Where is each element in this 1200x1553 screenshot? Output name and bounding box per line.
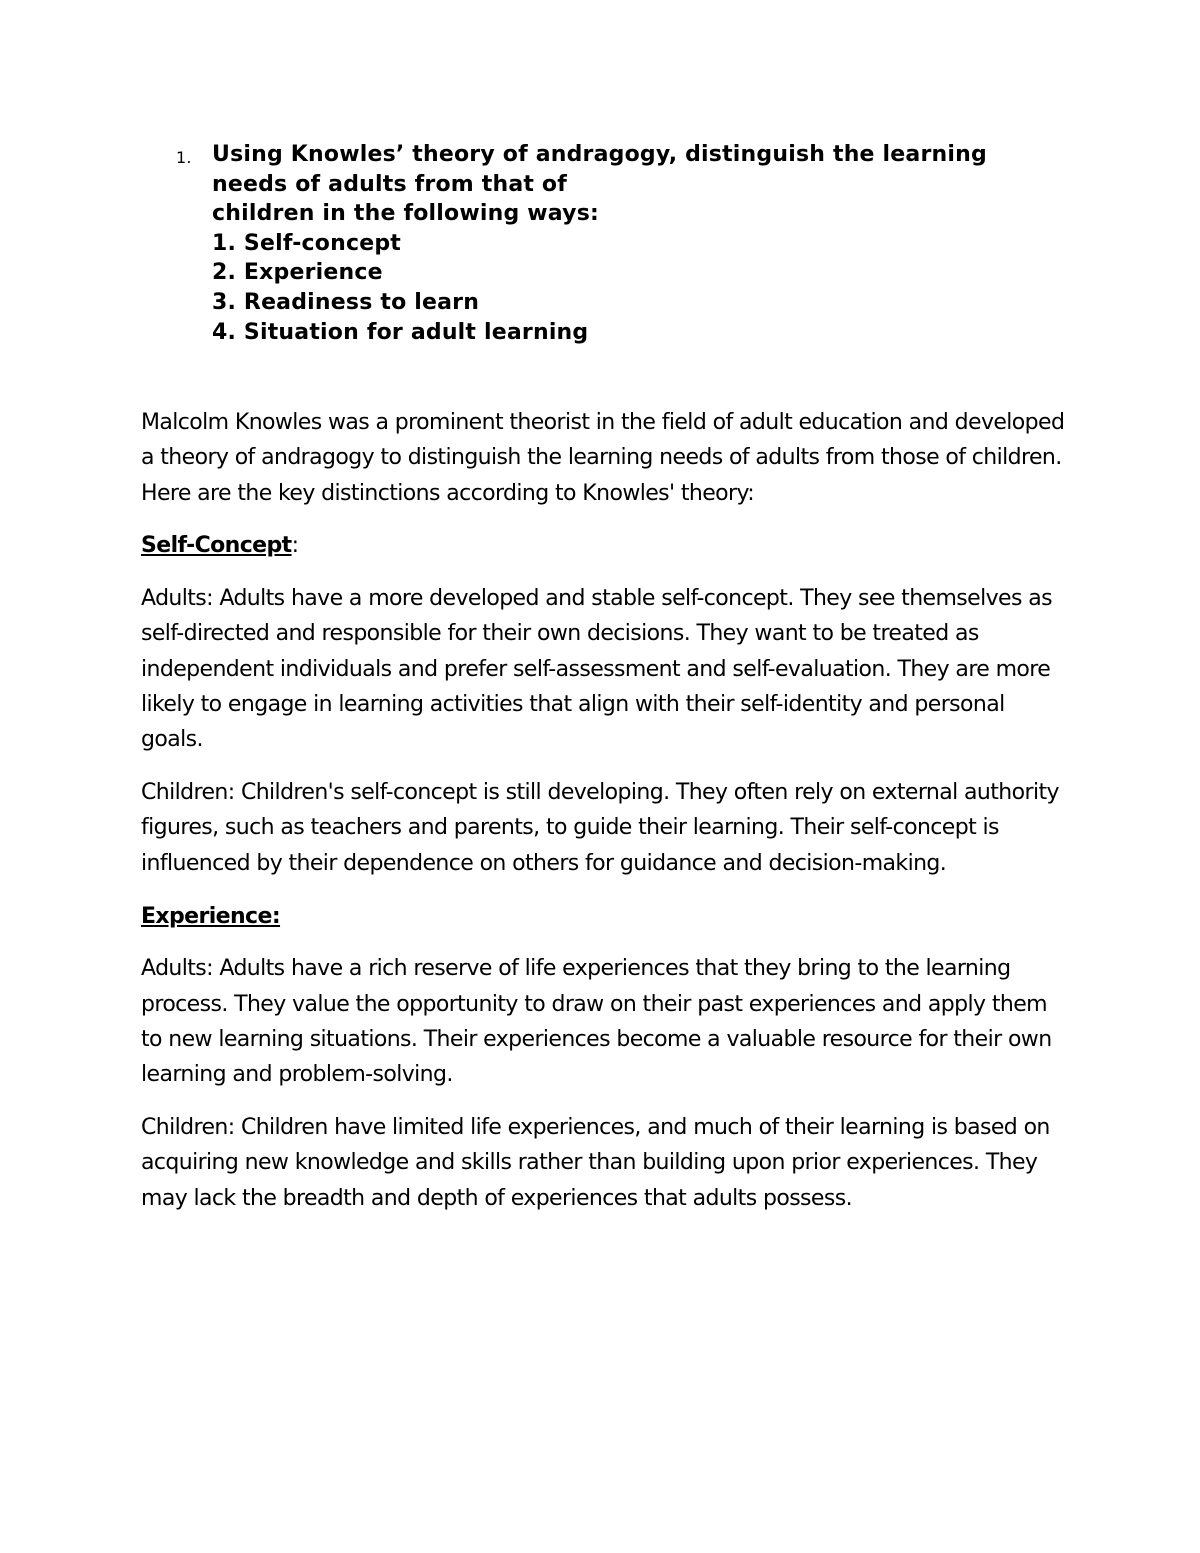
question-line: needs of adults from that of — [212, 171, 568, 197]
question-list-item: 4. Situation for adult learning — [212, 319, 589, 345]
answer-body — [141, 405, 1071, 1233]
question-block — [176, 140, 1076, 347]
question-list-item: 3. Readiness to learn — [212, 289, 480, 315]
adults-paragraph: Adults: Adults have a rich reserve of life experiences that they bring to the learning process. They value the opportunity to draw on their past experiences and apply them to new learning situations. Their experiences become a valuable resource for their own learning and problem-solving. — [141, 956, 1052, 1088]
question-line: children in the following ways: — [212, 201, 599, 227]
question-text — [212, 140, 1076, 347]
question-number: 1. — [176, 148, 192, 167]
children-paragraph: Children: Children have limited life experiences, and much of their learning is based on acquiring new knowledge and skills rather than building upon prior experiences. They may lack the breadth and depth of experiences that adults possess. — [141, 1115, 1050, 1211]
intro-paragraph: Malcolm Knowles was a prominent theorist in the field of adult education and developed a theory of andragogy to distinguish the learning needs of adults from those of children. Here are the key distinctions according to Knowles' theory: — [141, 410, 1065, 506]
adults-paragraph: Adults: Adults have a more developed and stable self-concept. They see themselves as self-directed and responsible for their own decisions. They want to be treated as independent individuals and prefer self-assessment and self-evaluation. They are more likely to engage in learning activities that align with their self-identity and personal goals. — [141, 586, 1052, 753]
children-paragraph: Children: Children's self-concept is still developing. They often rely on external authority figures, such as teachers and parents, to guide their learning. Their self-concept is influenced by their dependence on others for guidance and decision-making. — [141, 780, 1059, 876]
section-heading-suffix: : — [291, 533, 299, 559]
section-heading-text: Experience: — [141, 903, 281, 929]
question-line: Using Knowles’ theory of andragogy, distinguish the learning — [212, 142, 987, 167]
question-list-item: 1. Self-concept — [212, 230, 401, 256]
section-heading-self-concept — [141, 528, 1071, 563]
section-heading-text: Self-Concept — [141, 533, 292, 559]
section-heading-experience — [141, 899, 1071, 934]
question-list-item: 2. Experience — [212, 260, 383, 286]
